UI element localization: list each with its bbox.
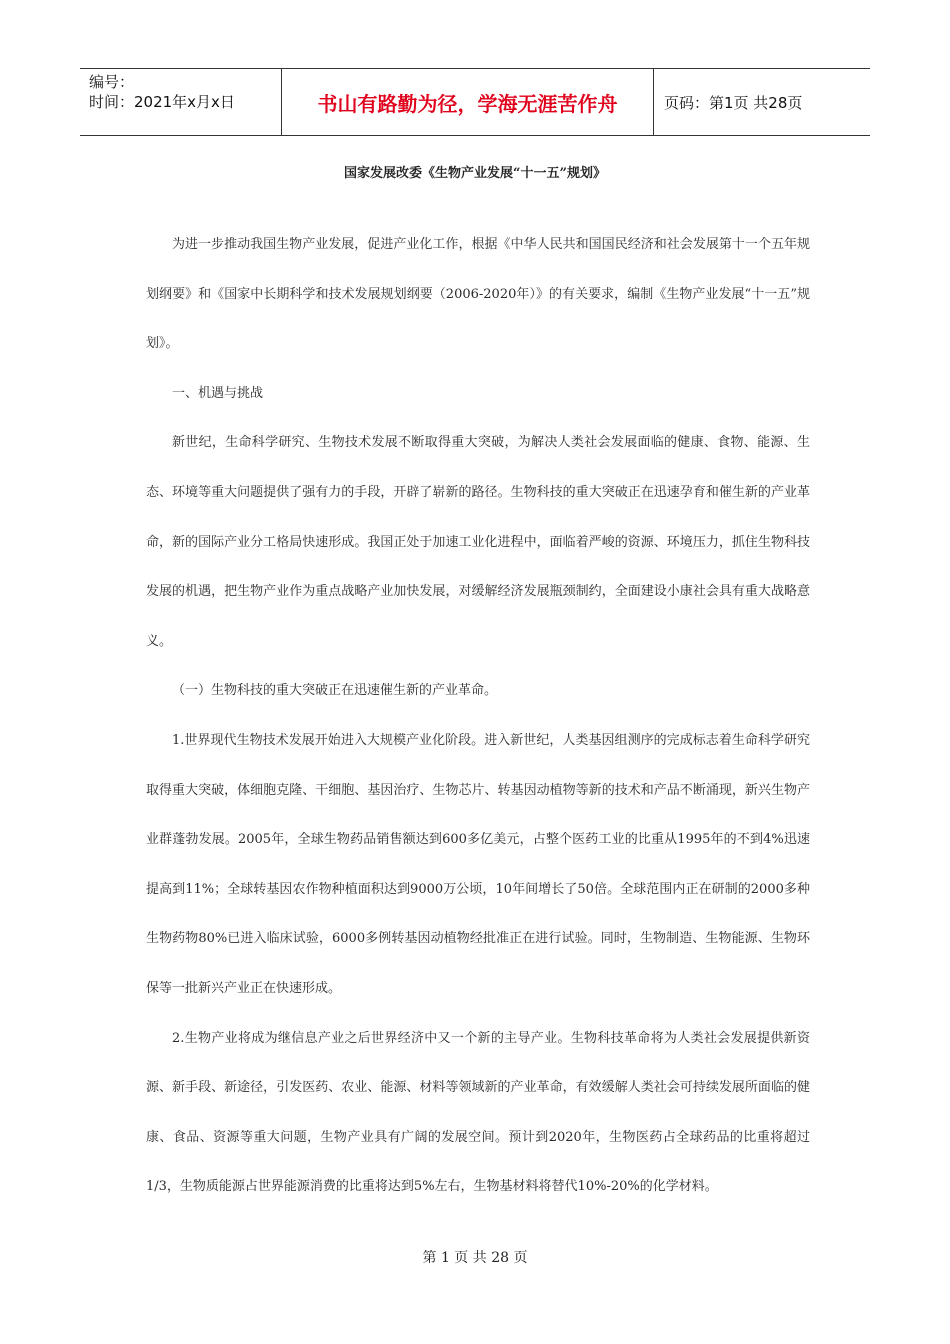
time-label: 时间：2021年x月x日: [89, 93, 235, 111]
subsection-heading: （一）生物科技的重大突破正在迅速催生新的产业革命。: [172, 683, 498, 699]
paragraph: 为进一步推动我国生物产业发展，促进产业化工作，根据《中华人民共和国国民经济和社会发展第十一个五年规划纲要》和《国家中长期科学和技术发展规划纲要（2006-2020年）》的有关要求，编制《生物产业发展“十一五”规划》。: [146, 237, 810, 352]
paragraph: 2.生物产业将成为继信息产业之后世界经济中又一个新的主导产业。生物科技革命将为人类社会发展提供新资源、新手段、新途径，引发医药、农业、能源、材料等领域新的产业革命，有效缓解人类社会可持续发展所面临的健康、食品、资源等重大问题，生物产业具有广阔的发展空间。预计到2020年，生物医药占全球药品的比重将超过1/3，生物质能源占世界能源消费的比重将达到5%左右，生物基材料将替代10%-20%的化学材料。: [146, 1030, 810, 1195]
document-title: 国家发展改委《生物产业发展“十一五”规划》: [344, 166, 606, 181]
section-heading: 一、机遇与挑战: [172, 385, 264, 401]
page-footer: 第 1 页 共 28 页: [422, 1250, 528, 1266]
document-header: [80, 68, 870, 136]
paragraph: 1.世界现代生物技术发展开始进入大规模产业化阶段。进入新世纪，人类基因组测序的完成标志着生命科学研究取得重大突破，体细胞克隆、干细胞、基因治疗、生物芯片、转基因动植物等新的技术和产品不断涌现，新兴生物产业群蓬勃发展。2005年，全球生物药品销售额达到600多亿美元，占整个医药工业的比重从1995年的不到4%迅速提高到11%；全球转基因农作物种植面积达到9000万公顷，10年间增长了50倍。全球范围内正在研制的2000多种生物药物80%已进入临床试验，6000多例转基因动植物经批准正在进行试验。同时，生物制造、生物能源、生物环保等一批新兴产业正在快速形成。: [146, 732, 810, 996]
number-label: 编号：: [89, 73, 135, 91]
header-meta: [80, 69, 281, 135]
header-motto: 书山有路勤为径，学海无涯苦作舟: [281, 69, 654, 135]
paragraph: 新世纪，生命科学研究、生物技术发展不断取得重大突破，为解决人类社会发展面临的健康、食物、能源、生态、环境等重大问题提供了强有力的手段，开辟了崭新的路径。生物科技的重大突破正在迅速孕育和催生新的产业革命，新的国际产业分工格局快速形成。我国正处于加速工业化进程中，面临着严峻的资源、环境压力，抓住生物科技发展的机遇，把生物产业作为重点战略产业加快发展，对缓解经济发展瓶颈制约，全面建设小康社会具有重大战略意义。: [146, 435, 810, 649]
header-page-info: 页码：第1页 共28页: [664, 93, 803, 112]
document-body: [146, 220, 810, 1212]
